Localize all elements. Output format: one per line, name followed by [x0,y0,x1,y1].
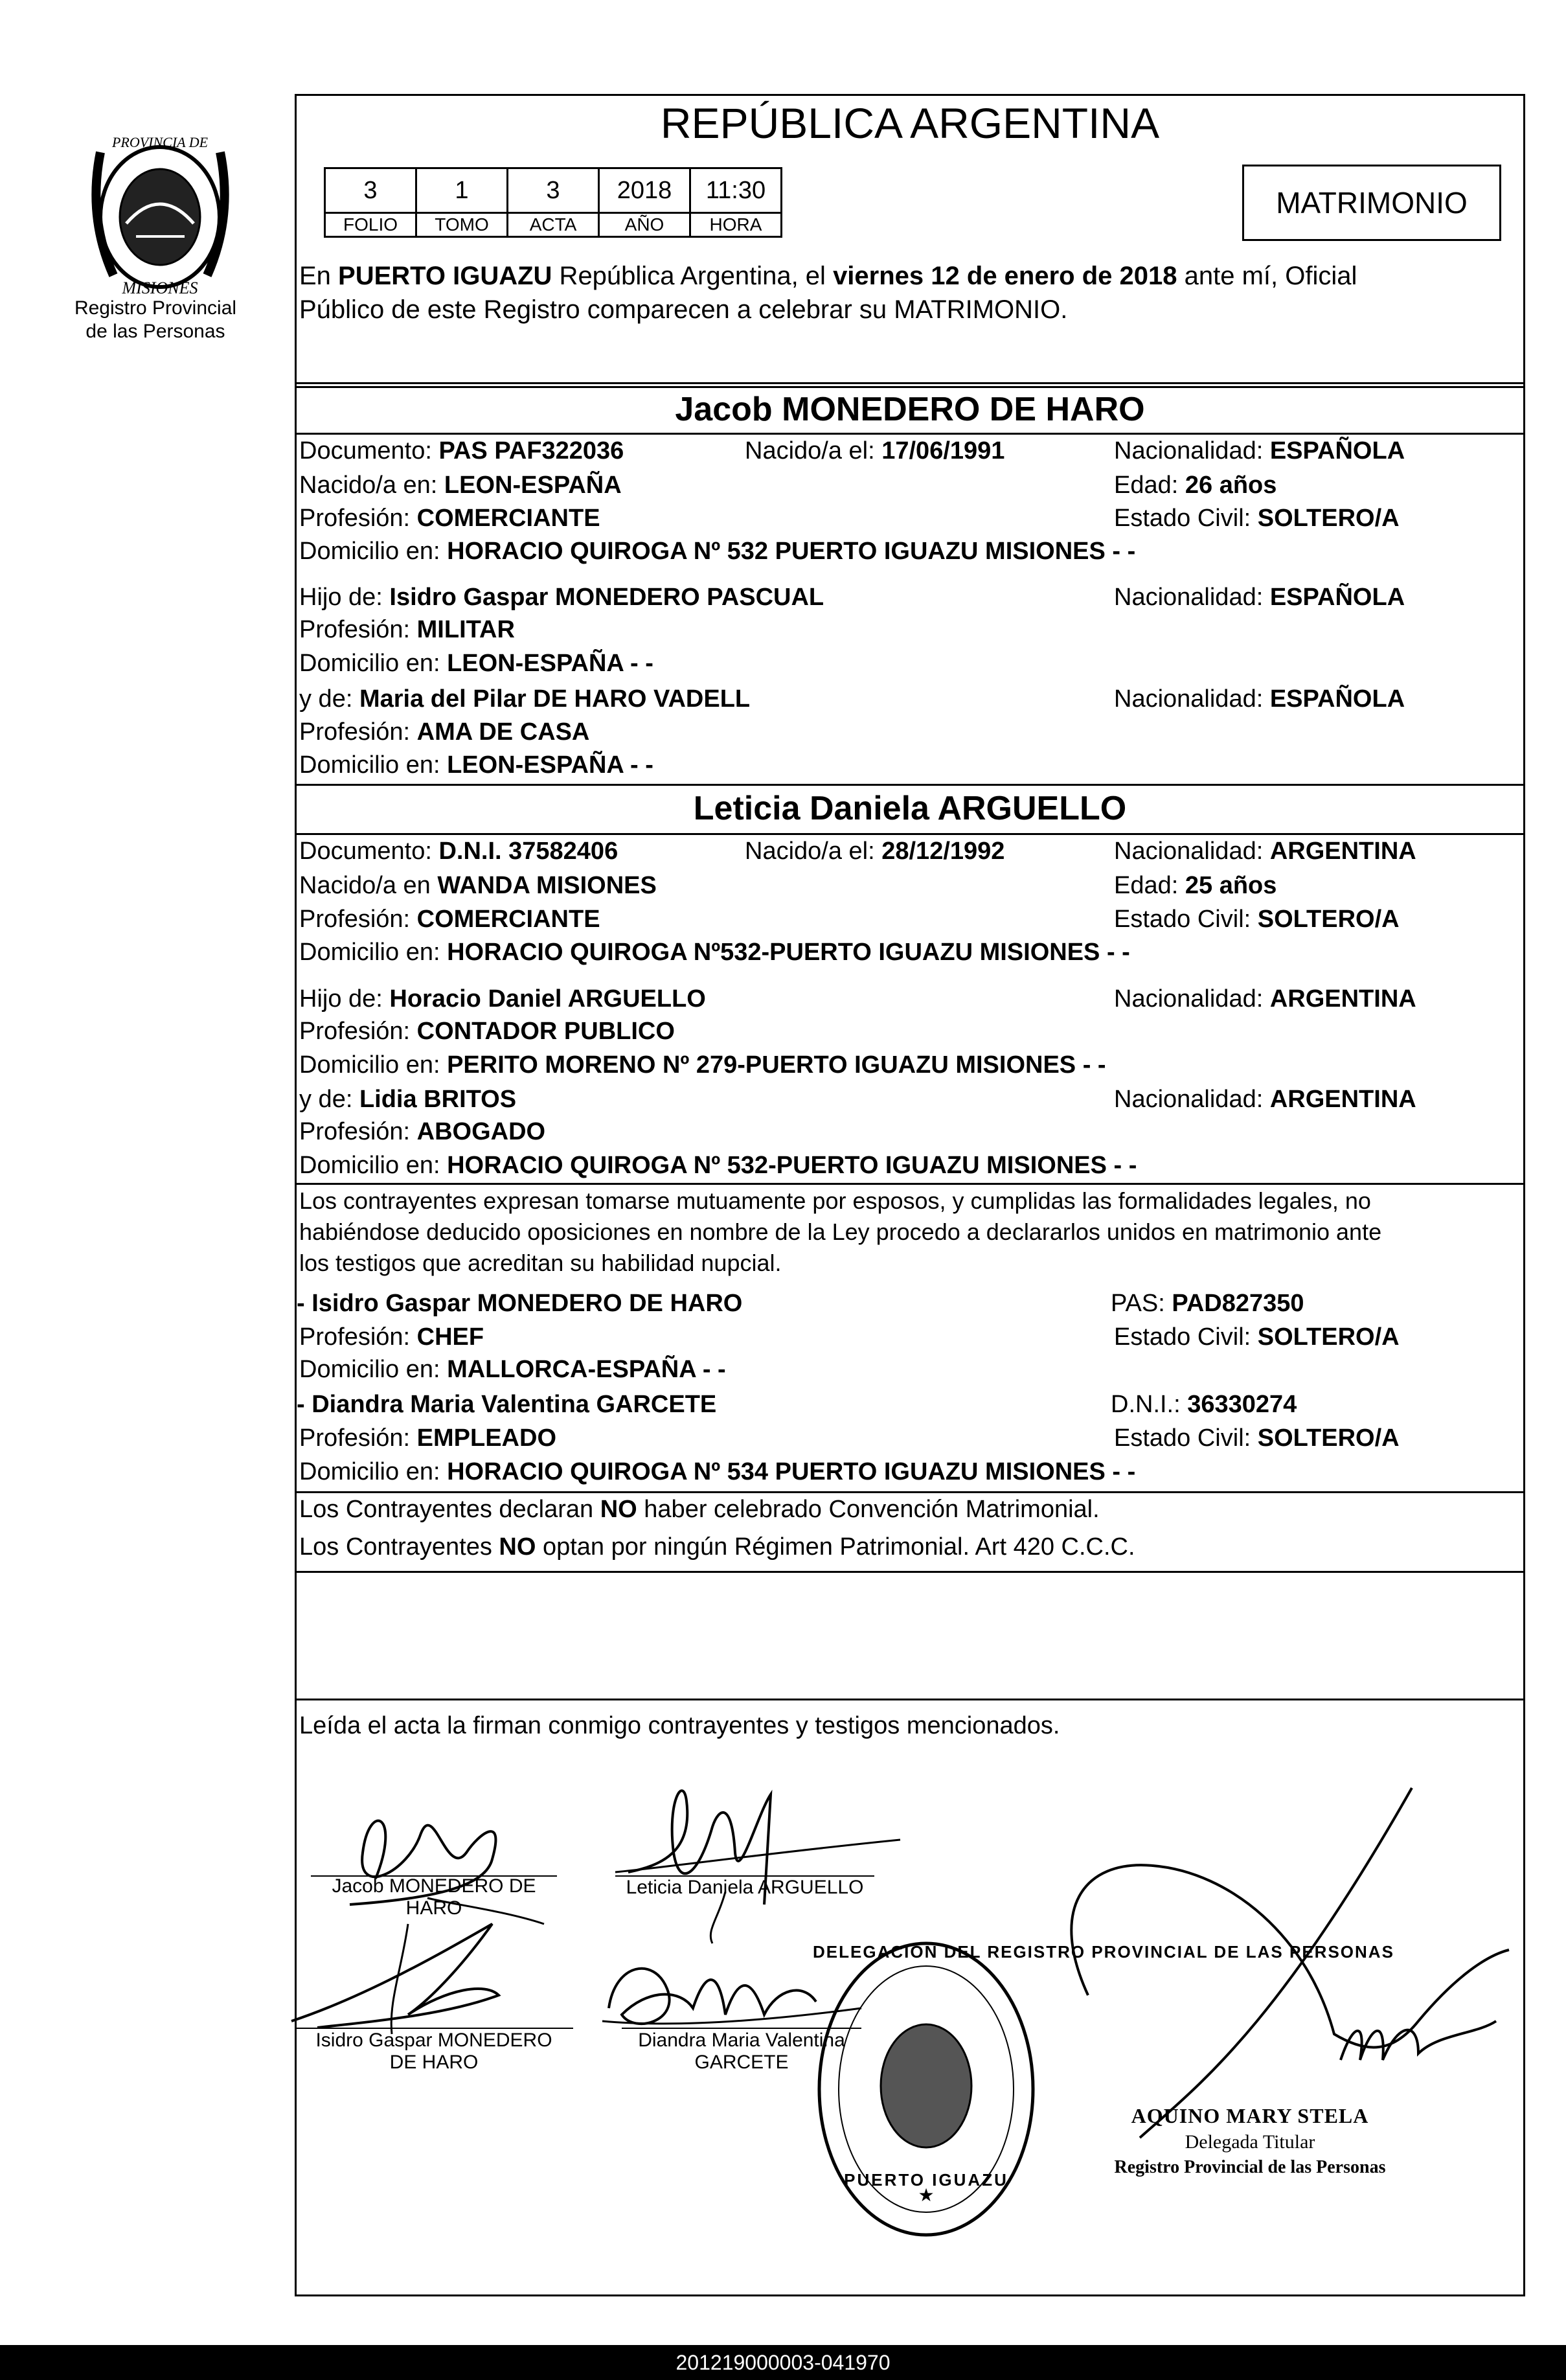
witness2-address: Domicilio en: HORACIO QUIROGA Nº 534 PUERTO IGUAZU MISIONES - - [299,1458,1136,1485]
logo-caption-line2: de las Personas [85,321,225,342]
divider [295,833,1525,835]
province-seal-logo [74,126,246,298]
spouse1-civil-status: Estado Civil: SOLTERO/A [1114,505,1400,532]
spouse1-doc: Documento: PAS PAF322036 [299,437,624,464]
spouse2-father: Hijo de: Horacio Daniel ARGUELLO [299,985,706,1013]
intro-text: ante mí, Oficial [1177,262,1357,290]
spouse1-address: Domicilio en: HORACIO QUIROGA Nº 532 PUERTO IGUAZU MISIONES - - [299,538,1136,565]
spouse2-father-nationality: Nacionalidad: ARGENTINA [1114,985,1416,1013]
spouse1-father-nationality: Nacionalidad: ESPAÑOLA [1114,584,1405,611]
stamp-outer-text: DELEGACION DEL REGISTRO PROVINCIAL DE LAS PERSONAS [813,1942,1394,1962]
acta-label: ACTA [508,213,599,237]
spouse2-address: Domicilio en: HORACIO QUIROGA Nº532-PUERTO IGUAZU MISIONES - - [299,939,1130,966]
witness1-name: - Isidro Gaspar MONEDERO DE HARO [297,1290,743,1317]
spouse2-mother-profession: Profesión: ABOGADO [299,1118,546,1145]
spouse1-mother-address: Domicilio en: LEON-ESPAÑA - - [299,751,653,779]
spouse1-profession: Profesión: COMERCIANTE [299,505,600,532]
country-title: REPÚBLICA ARGENTINA [660,99,1160,147]
divider [295,1183,1525,1185]
spouse1-born: Nacido/a el: 17/06/1991 [745,437,1005,464]
spouse1-mother-nationality: Nacionalidad: ESPAÑOLA [1114,685,1405,713]
stamp-inner-text: PUERTO IGUAZU [844,2170,1008,2190]
official-name: AQUINO MARY STELA [1131,2104,1369,2127]
declaration-text [299,1185,1520,1279]
divider [295,386,1525,388]
signatures-intro: Leída el acta la firman conmigo contrayentes y testigos mencionados. [299,1712,1060,1739]
spouse2-mother-address: Domicilio en: HORACIO QUIROGA Nº 532-PUERTO IGUAZU MISIONES - - [299,1152,1137,1179]
folio-value: 3 [325,168,416,213]
divider [295,382,1525,384]
spouse2-civil-status: Estado Civil: SOLTERO/A [1114,906,1400,933]
witness2-signature-caption: Diandra Maria Valentina GARCETE [638,2030,845,2073]
spouse2-signature [602,1775,900,1943]
logo-caption-line1: Registro Provincial [74,297,237,319]
acta-value: 3 [508,168,599,213]
spouse1-name: Jacob MONEDERO DE HARO [675,391,1145,428]
witness2-doc: D.N.I.: 36330274 [1111,1391,1297,1418]
seal-ring-top-text: PROVINCIA DE [111,134,209,150]
intro-place: PUERTO IGUAZU [338,262,552,290]
tomo-value: 1 [416,168,508,213]
svg-text:★: ★ [918,2185,935,2205]
year-label: AÑO [599,213,690,237]
spouse1-mother: y de: Maria del Pilar DE HARO VADELL [299,685,751,713]
seal-ring-bottom-text: MISIONES [122,279,198,297]
document-id-bar: 201219000003-041970 [0,2345,1566,2380]
official-org: Registro Provincial de las Personas [1114,2157,1386,2177]
intro-date: viernes 12 de enero de 2018 [833,262,1177,290]
hour-value: 11:30 [690,168,782,213]
intro-line2: Público de este Registro comparecen a celebrar su MATRIMONIO. [299,295,1068,324]
divider [295,784,1525,786]
witness2-name: - Diandra Maria Valentina GARCETE [297,1391,717,1418]
spouse2-name: Leticia Daniela ARGUELLO [693,790,1127,827]
witness2-profession: Profesión: EMPLEADO [299,1425,557,1452]
intro-paragraph [299,259,1520,326]
spouse2-signature-caption: Leticia Daniela ARGUELLO [626,1877,864,1898]
convention-line1: Los Contrayentes declaran NO haber celebrado Convención Matrimonial. [299,1496,1100,1523]
spouse2-doc: Documento: D.N.I. 37582406 [299,838,618,865]
divider [295,1699,1525,1700]
witness1-signature-caption: Isidro Gaspar MONEDERO DE HARO [315,2030,552,2073]
declaration-line: habiéndose deducido oposiciones en nombre de la Ley procedo a declararlos unidos en matrimonio ante [299,1219,1382,1245]
spouse1-age: Edad: 26 años [1114,472,1277,499]
intro-text: República Argentina, el [552,262,834,290]
spouse2-mother: y de: Lidia BRITOS [299,1086,517,1113]
spouse1-mother-profession: Profesión: AMA DE CASA [299,718,590,746]
spouse1-father-address: Domicilio en: LEON-ESPAÑA - - [299,650,653,677]
divider [295,1571,1525,1573]
spouse1-nationality: Nacionalidad: ESPAÑOLA [1114,437,1405,464]
act-type-box: MATRIMONIO [1242,165,1501,241]
divider [295,1491,1525,1493]
official-signature [1030,1749,1522,2138]
spouse1-birthplace: Nacido/a en: LEON-ESPAÑA [299,472,622,499]
witness2-civil-status: Estado Civil: SOLTERO/A [1114,1425,1400,1452]
spouse1-signature-caption: Jacob MONEDERO DE HARO [332,1875,536,1919]
folio-label: FOLIO [325,213,416,237]
spouse2-age: Edad: 25 años [1114,872,1277,899]
hour-label: HORA [690,213,782,237]
declaration-line: los testigos que acreditan su habilidad nupcial. [299,1250,782,1276]
witness1-civil-status: Estado Civil: SOLTERO/A [1114,1323,1400,1351]
spouse2-born: Nacido/a el: 28/12/1992 [745,838,1005,865]
spouse2-father-address: Domicilio en: PERITO MORENO Nº 279-PUERTO IGUAZU MISIONES - - [299,1051,1106,1079]
witness1-doc: PAS: PAD827350 [1111,1290,1304,1317]
logo-caption [55,297,256,343]
year-value: 2018 [599,168,690,213]
declaration-line: Los contrayentes expresan tomarse mutuamente por esposos, y cumplidas las formalidades legales, no [299,1187,1371,1214]
convention-line2: Los Contrayentes NO optan por ningún Régimen Patrimonial. Art 420 C.C.C. [299,1533,1135,1561]
tomo-label: TOMO [416,213,508,237]
spouse2-father-profession: Profesión: CONTADOR PUBLICO [299,1018,675,1045]
witness1-signature [278,1911,576,2041]
signature-line [295,2028,573,2029]
witness1-profession: Profesión: CHEF [299,1323,484,1351]
spouse2-birthplace: Nacido/a en WANDA MISIONES [299,872,657,899]
spouse2-nationality: Nacionalidad: ARGENTINA [1114,838,1416,865]
intro-text: En [299,262,339,290]
spouse1-father-profession: Profesión: MILITAR [299,616,515,643]
spouse1-father: Hijo de: Isidro Gaspar MONEDERO PASCUAL [299,584,824,611]
register-grid [324,167,782,238]
witness1-address: Domicilio en: MALLORCA-ESPAÑA - - [299,1356,726,1383]
spouse2-mother-nationality: Nacionalidad: ARGENTINA [1114,1086,1416,1113]
divider [295,433,1525,435]
official-title: Delegada Titular [1185,2131,1315,2153]
spouse2-profession: Profesión: COMERCIANTE [299,906,600,933]
